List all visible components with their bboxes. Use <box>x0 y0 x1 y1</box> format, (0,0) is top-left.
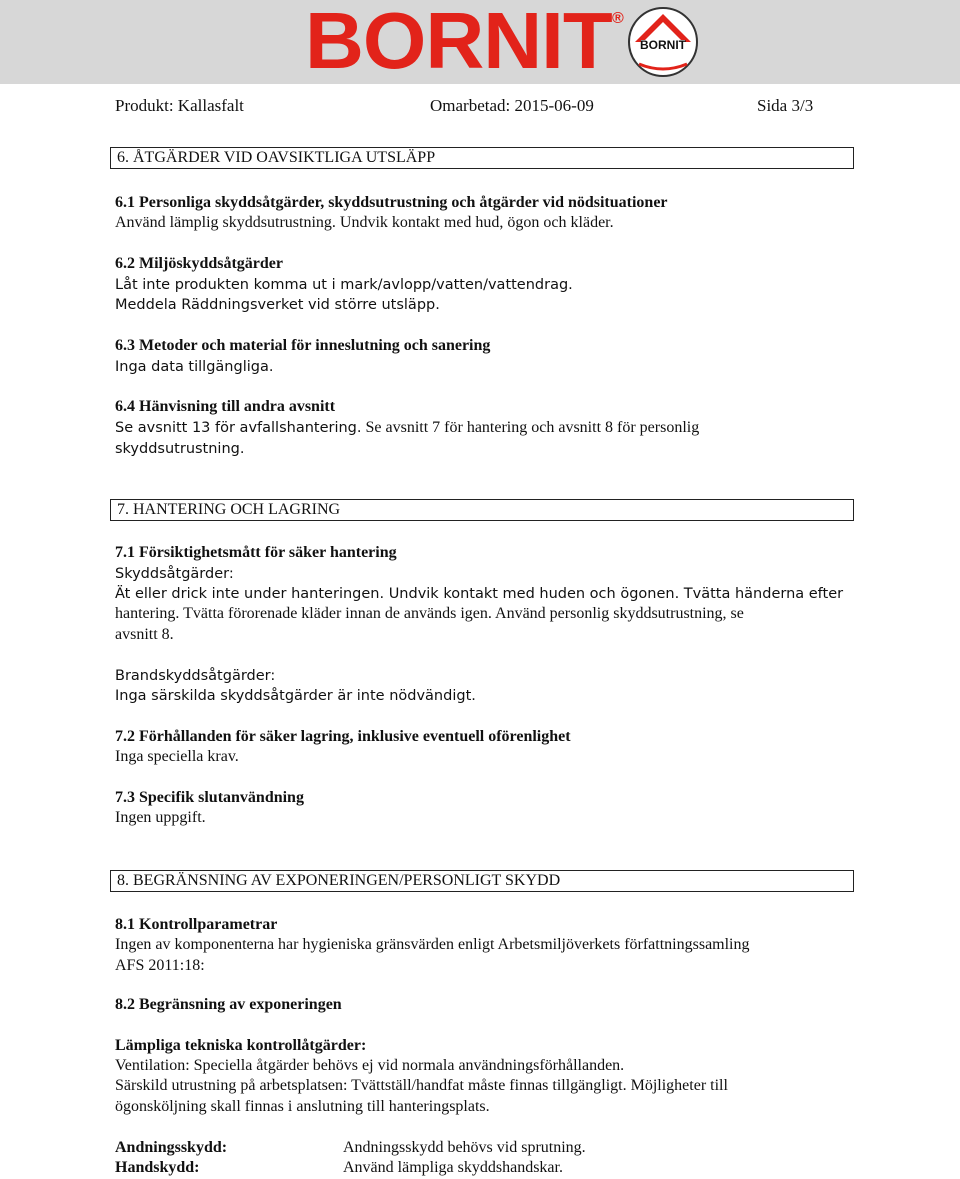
section-8-1-line-2: AFS 2011:18: <box>115 957 205 974</box>
section-6-2-line-1: Låt inte produkten komma ut i mark/avlopp/vatten/vattendrag. <box>115 277 573 293</box>
section-6-4-line-1-part-a: Se avsnitt 13 för avfallshantering. <box>115 420 362 436</box>
technical-controls-title: Lämpliga tekniska kontrollåtgärder: <box>115 1037 367 1054</box>
section-7-1-label-protective: Skyddsåtgärder: <box>115 566 234 582</box>
section-6-2-line-2: Meddela Räddningsverket vid större utsläpp. <box>115 297 440 313</box>
section-8-heading: 8. BEGRÄNSNING AV EXPONERINGEN/PERSONLIGT SKYDD <box>110 870 854 892</box>
page-number: Sida 3/3 <box>757 96 814 115</box>
breathing-protection-label: Andningsskydd: <box>115 1139 228 1156</box>
section-6-3-text: Inga data tillgängliga. <box>115 359 274 375</box>
section-6-4-line-1-part-b: Se avsnitt 7 för hantering och avsnitt 8 för personlig <box>361 419 700 436</box>
section-6-4-title: 6.4 Hänvisning till andra avsnitt <box>115 398 336 415</box>
section-7-3-text: Ingen uppgift. <box>115 809 206 826</box>
technical-controls-line-2: Särskild utrustning på arbetsplatsen: Tvättställ/handfat måste finnas tillgängligt. Möjligheter till <box>115 1077 728 1094</box>
section-7-1-line-4: Inga särskilda skyddsåtgärder är inte nödvändigt. <box>115 688 476 704</box>
section-7-heading: 7. HANTERING OCH LAGRING <box>110 499 854 521</box>
section-6-1-text: Använd lämplig skyddsutrustning. Undvik kontakt med hud, ögon och kläder. <box>115 214 614 231</box>
brand-banner <box>0 0 960 84</box>
section-6-4-line-1 <box>115 418 699 438</box>
logo-emblem-text: BORNIT <box>640 38 686 52</box>
technical-controls-line-1: Ventilation: Speciella åtgärder behövs ej vid normala användningsförhållanden. <box>115 1057 625 1074</box>
section-7-1-line-1: Ät eller drick inte under hanteringen. Undvik kontakt med huden och ögonen. Tvätta händerna efter <box>115 586 844 602</box>
registered-mark: ® <box>612 10 624 27</box>
section-6-2-title: 6.2 Miljöskyddsåtgärder <box>115 255 283 272</box>
brand-wordmark: BORNIT <box>305 0 612 85</box>
breathing-protection-value: Andningsskydd behövs vid sprutning. <box>343 1139 586 1156</box>
section-7-1-label-fire: Brandskyddsåtgärder: <box>115 668 276 684</box>
section-7-2-title: 7.2 Förhållanden för säker lagring, inklusive eventuell oförenlighet <box>115 728 571 745</box>
section-7-3-title: 7.3 Specifik slutanvändning <box>115 789 304 806</box>
section-8-1-title: 8.1 Kontrollparametrar <box>115 916 278 933</box>
section-7-2-text: Inga speciella krav. <box>115 748 239 765</box>
hand-protection-value: Använd lämpliga skyddshandskar. <box>343 1159 563 1176</box>
section-7-1-line-2: hantering. Tvätta förorenade kläder innan de används igen. Använd personlig skyddsutrustning, se <box>115 605 744 622</box>
section-6-1-title: 6.1 Personliga skyddsåtgärder, skyddsutrustning och åtgärder vid nödsituationer <box>115 194 668 211</box>
section-7-1-title: 7.1 Försiktighetsmått för säker hantering <box>115 544 397 561</box>
section-6-4-line-2: skyddsutrustning. <box>115 441 245 457</box>
section-6-3-title: 6.3 Metoder och material för inneslutning och sanering <box>115 337 491 354</box>
section-8-2-title: 8.2 Begränsning av exponeringen <box>115 996 342 1013</box>
revision-date: Omarbetad: 2015-06-09 <box>430 96 594 115</box>
technical-controls-line-3: ögonsköljning skall finnas i anslutning till hanteringsplats. <box>115 1098 490 1115</box>
page-header <box>0 94 960 118</box>
section-8-1-line-1: Ingen av komponenterna har hygieniska gränsvärden enligt Arbetsmiljöverkets författningssamling <box>115 936 750 953</box>
section-6-heading: 6. ÅTGÄRDER VID OAVSIKTLIGA UTSLÄPP <box>110 147 854 169</box>
hand-protection-label: Handskydd: <box>115 1159 200 1176</box>
product-name: Produkt: Kallasfalt <box>115 96 244 115</box>
section-7-1-line-3: avsnitt 8. <box>115 626 174 643</box>
